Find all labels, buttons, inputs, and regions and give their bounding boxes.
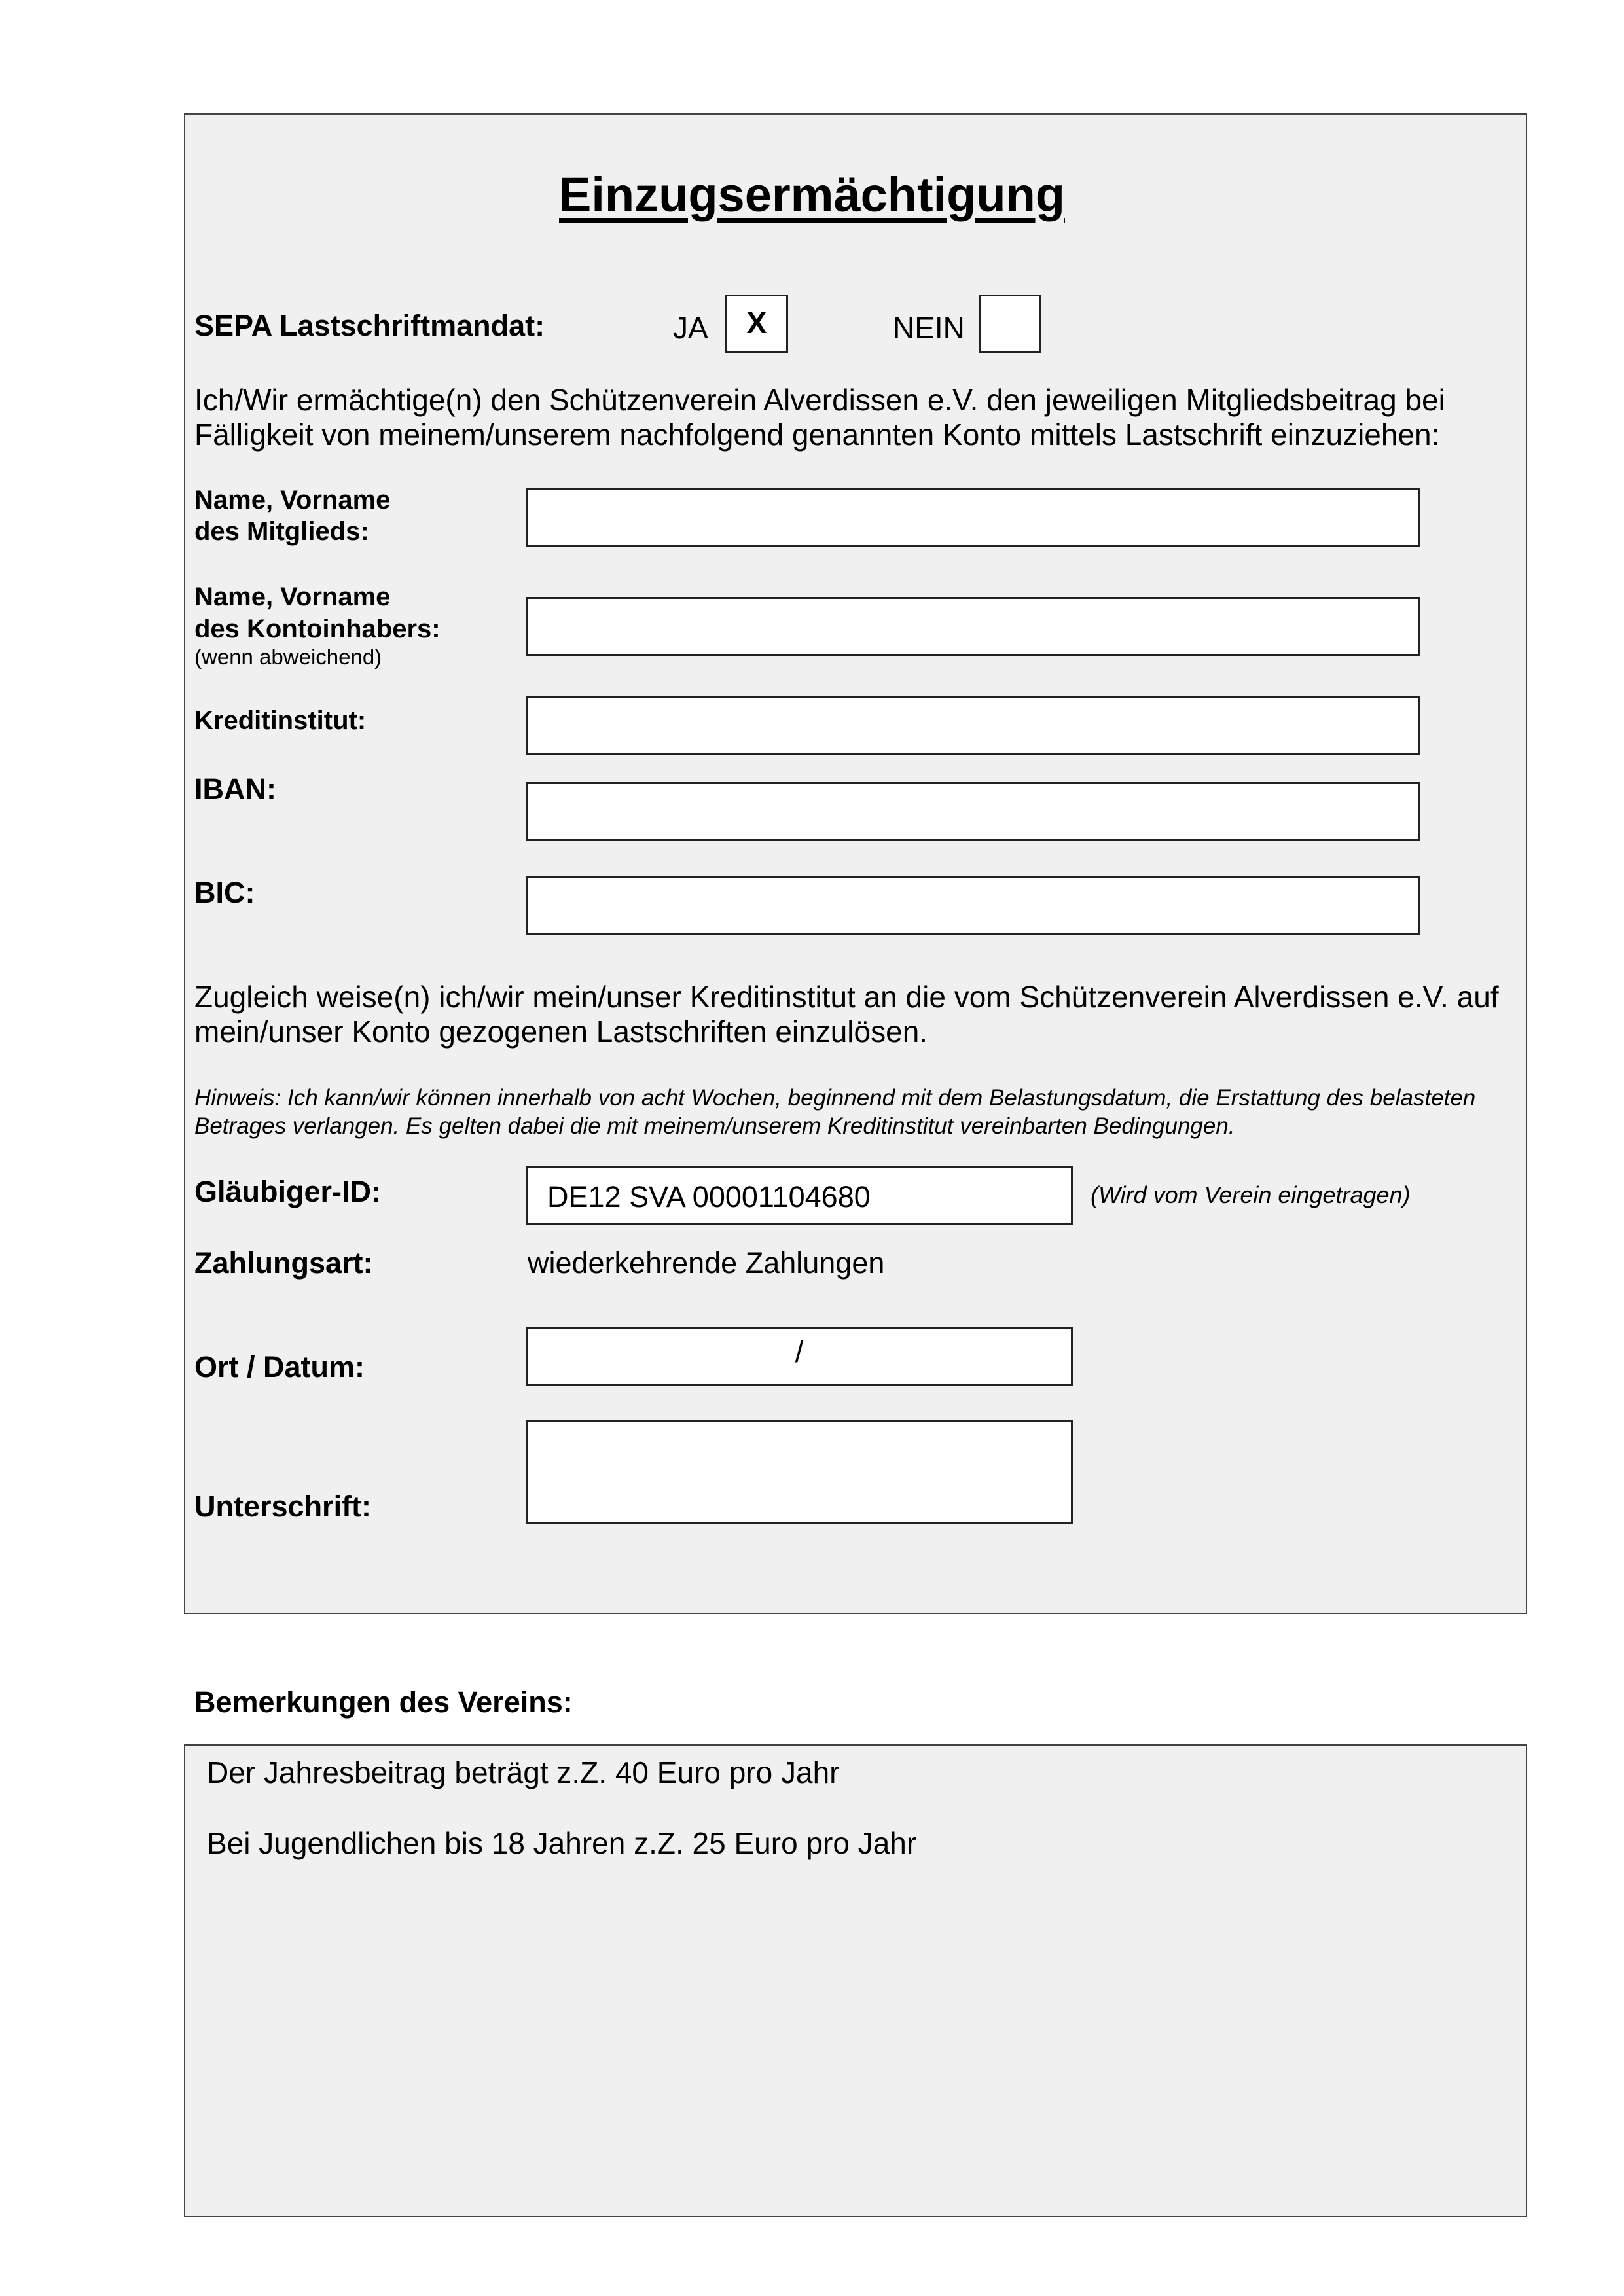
iban-label: IBAN:	[194, 772, 276, 806]
form-title: Einzugsermächtigung	[559, 168, 1065, 222]
bic-label: BIC:	[194, 876, 255, 909]
nein-label: NEIN	[893, 311, 965, 345]
creditor-id-value: DE12 SVA 00001104680	[547, 1180, 871, 1213]
sepa-mandate-label: SEPA Lastschriftmandat:	[194, 309, 545, 342]
ja-label: JA	[673, 311, 708, 345]
iban-field[interactable]	[526, 782, 1420, 841]
creditor-id-field[interactable]	[526, 1166, 1073, 1225]
holder-name-label-line1: Name, Vorname	[194, 583, 391, 611]
signature-field[interactable]	[526, 1420, 1073, 1524]
signature-label: Unterschrift:	[194, 1490, 372, 1523]
bank-label: Kreditinstitut:	[194, 706, 367, 735]
member-name-label-line2: des Mitglieds:	[194, 517, 369, 546]
bic-field[interactable]	[526, 876, 1420, 935]
refund-hint: Hinweis: Ich kann/wir können innerhalb von acht Wochen, beginnend mit dem Belastungsdatum, die Erstattung des belasteten Betrages verlangen. Es gelten dabei die mit meinem/unserem Kreditinstitut vereinbarten Bedingungen.	[194, 1085, 1476, 1139]
remarks-label: Bemerkungen des Vereins:	[194, 1685, 573, 1719]
remarks-line-2: Bei Jugendlichen bis 18 Jahren z.Z. 25 Euro pro Jahr	[207, 1826, 917, 1860]
place-date-label: Ort / Datum:	[194, 1350, 365, 1384]
bank-field[interactable]	[526, 696, 1420, 755]
creditor-id-label: Gläubiger-ID:	[194, 1175, 382, 1208]
authorization-text: Ich/Wir ermächtige(n) den Schützenverein Alverdissen e.V. den jeweiligen Mitgliedsbeitrag bei Fälligkeit von meinem/unserem nachfolgend genannten Konto mittels Lastschrift einzuziehen:	[194, 383, 1445, 452]
account-holder-field[interactable]	[526, 597, 1420, 656]
payment-type-label: Zahlungsart:	[194, 1246, 373, 1280]
member-name-field[interactable]	[526, 488, 1420, 547]
holder-name-note: (wenn abweichend)	[194, 645, 382, 669]
nein-checkbox[interactable]	[979, 295, 1041, 353]
remarks-line-1: Der Jahresbeitrag beträgt z.Z. 40 Euro pro Jahr	[207, 1755, 840, 1789]
remarks-panel	[184, 1744, 1527, 2217]
creditor-id-note: (Wird vom Verein eingetragen)	[1091, 1181, 1411, 1208]
member-name-label-line1: Name, Vorname	[194, 486, 391, 514]
instruction-text: Zugleich weise(n) ich/wir mein/unser Kreditinstitut an die vom Schützenverein Alverdissen e.V. auf mein/unser Konto gezogenen Lastschriften einzulösen.	[194, 980, 1499, 1049]
place-date-field[interactable]	[526, 1327, 1073, 1386]
ja-checkbox[interactable]: X	[725, 295, 788, 353]
payment-type-value: wiederkehrende Zahlungen	[528, 1246, 885, 1280]
holder-name-label-line2: des Kontoinhabers:	[194, 615, 441, 643]
place-date-separator: /	[795, 1335, 804, 1369]
